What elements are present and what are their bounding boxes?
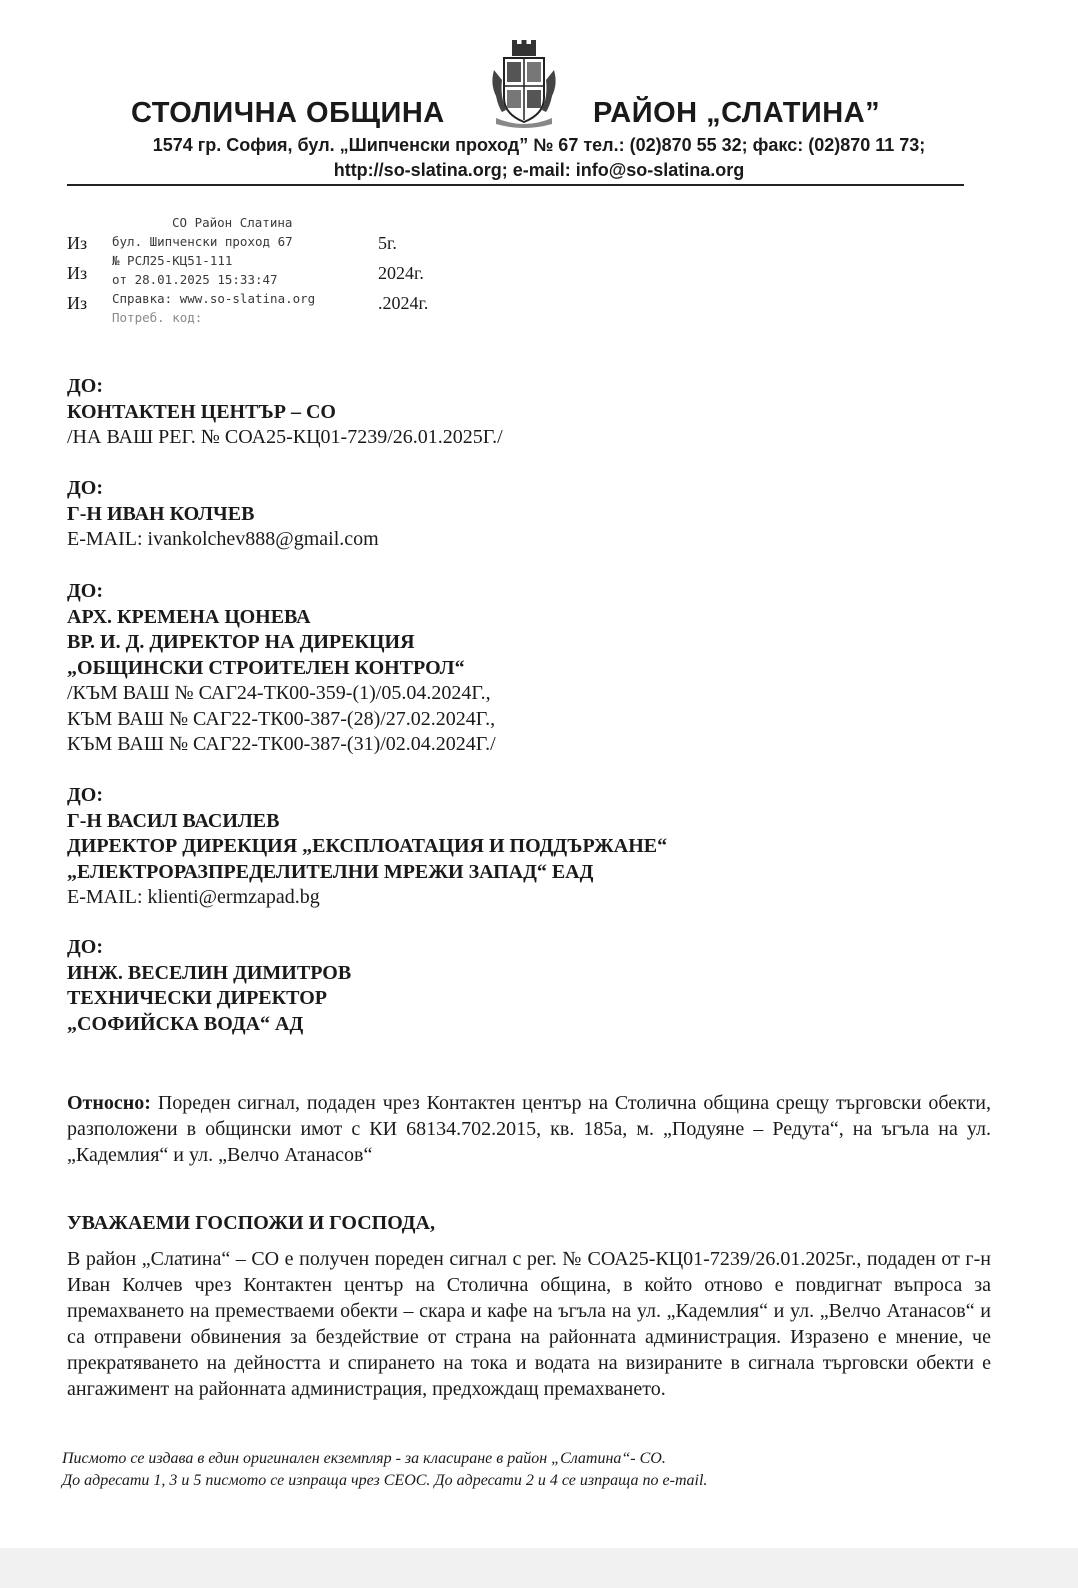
recipient-block	[67, 579, 496, 758]
recipient-title: ДИРЕКТОР ДИРЕКЦИЯ „ЕКСПЛОАТАЦИЯ И ПОДДЪРЖАНЕ“	[67, 835, 668, 857]
outgoing-label: Из	[67, 263, 88, 283]
header-left-title: СТОЛИЧНА ОБЩИНА	[131, 97, 445, 129]
recipient-reference: КЪМ ВАШ № САГ22-ТК00-387-(31)/02.04.2024Г./	[67, 733, 496, 755]
recipient-reference: /КЪМ ВАШ № САГ24-ТК00-359-(1)/05.04.2024Г.,	[67, 682, 491, 704]
recipient-name: АРХ. КРЕМЕНА ЦОНЕВА	[67, 605, 311, 628]
salutation: УВАЖАЕМИ ГОСПОЖИ И ГОСПОДА,	[67, 1212, 435, 1234]
recipient-block	[67, 783, 667, 911]
recipient-reference: КЪМ ВАШ № САГ22-ТК00-387-(28)/27.02.2024Г.,	[67, 707, 496, 730]
stamp-user-code: Потреб. код:	[112, 310, 203, 325]
subject-paragraph	[67, 1090, 991, 1168]
registration-stamp	[112, 213, 372, 327]
recipient-name: КОНТАКТЕН ЦЕНТЪР – СО	[67, 400, 336, 423]
outgoing-date-tail: 5г.	[378, 233, 397, 253]
recipient-organization: „СОФИЙСКА ВОДА“ АД	[67, 1012, 304, 1035]
recipient-block	[67, 476, 379, 553]
subject-text: Пореден сигнал, подаден чрез Контактен център на Столична община срещу търговски обекти, разположени в общински имот с КИ 68134.702.2015, кв. 185а, м. „Подуяне – Редута“, на ъгъла на ул. „Кадемлия“ и ул. „Велчо Атанасов“	[67, 1092, 992, 1166]
stamp-line: СО Район Слатина	[172, 215, 293, 230]
recipient-block	[67, 935, 351, 1037]
recipient-to-label: ДО:	[67, 784, 103, 806]
recipient-reference: /НА ВАШ РЕГ. № СОА25-КЦ01-7239/26.01.2025Г./	[67, 426, 503, 448]
coat-of-arms-icon	[488, 40, 560, 128]
header-divider	[67, 184, 964, 186]
stamp-reference: Справка: www.so-slatina.org	[112, 291, 316, 306]
recipient-name: Г-Н ИВАН КОЛЧЕВ	[67, 502, 255, 525]
recipient-organization: „ОБЩИНСКИ СТРОИТЕЛЕН КОНТРОЛ“	[67, 656, 465, 679]
outgoing-label: Из	[67, 233, 88, 253]
recipient-to-label: ДО:	[67, 936, 103, 958]
outgoing-date-tail: .2024г.	[378, 293, 429, 313]
recipient-name: Г-Н ВАСИЛ ВАСИЛЕВ	[67, 809, 280, 832]
stamp-line: бул. Шипченски проход 67	[112, 234, 293, 249]
header-right-title: РАЙОН „СЛАТИНА”	[593, 97, 881, 129]
contact-line: http://so-slatina.org; e-mail: info@so-slatina.org	[333, 160, 745, 180]
page-bottom-margin	[0, 1548, 1078, 1588]
recipient-organization: „ЕЛЕКТРОРАЗПРЕДЕЛИТЕЛНИ МРЕЖИ ЗАПАД“ ЕАД	[67, 860, 594, 883]
recipient-title: ВР. И. Д. ДИРЕКТОР НА ДИРЕКЦИЯ	[67, 631, 415, 653]
recipient-to-label: ДО:	[67, 477, 103, 499]
recipient-to-label: ДО:	[67, 375, 103, 397]
recipient-email: E-MAIL: ivankolchev888@gmail.com	[67, 528, 379, 550]
footnote: Писмото се издава в един оригинален екземпляр - за класиране в район „Слатина“- СО.	[62, 1450, 666, 1467]
recipient-email: E-MAIL: klienti@ermzapad.bg	[67, 886, 320, 908]
body-paragraph: В район „Слатина“ – СО е получен пореден сигнал с рег. № СОА25-КЦ01-7239/26.01.2025г., подаден от г-н Иван Колчев чрез Контактен център на Столична община, в който отново е повдигнат въпроса за премахването на преместваеми обекти – скара и кафе на ъгъла на ул. „Кадемлия“ и ул. „Велчо Атанасов“ и са отправени обвинения за бездействие от страна на районната администрация. Изразено е мнение, че прекратяването на дейността и спирането на тока и водата на визираните в сигнала търговски обекти е ангажимент на районната администрация, предхождащ премахването.	[67, 1248, 991, 1400]
outgoing-label: Из	[67, 293, 88, 313]
outgoing-date-tail: 2024г.	[378, 263, 424, 283]
stamp-reg-number: № РСЛ25-КЦ51-111	[112, 253, 233, 268]
recipient-to-label: ДО:	[67, 580, 103, 602]
recipient-block	[67, 374, 503, 451]
subject-label: Относно:	[67, 1092, 151, 1114]
recipient-name: ИНЖ. ВЕСЕЛИН ДИМИТРОВ	[67, 961, 352, 984]
address-line: 1574 гр. София, бул. „Шипченски проход” № 67 тел.: (02)870 55 32; факс: (02)870 11 73;	[152, 135, 926, 155]
stamp-datetime: от 28.01.2025 15:33:47	[112, 272, 278, 287]
footnote: До адресати 1, 3 и 5 писмото се изпраща чрез СЕОС. До адресати 2 и 4 се изпраща по e-mail.	[62, 1472, 708, 1489]
recipient-title: ТЕХНИЧЕСКИ ДИРЕКТОР	[67, 987, 327, 1009]
